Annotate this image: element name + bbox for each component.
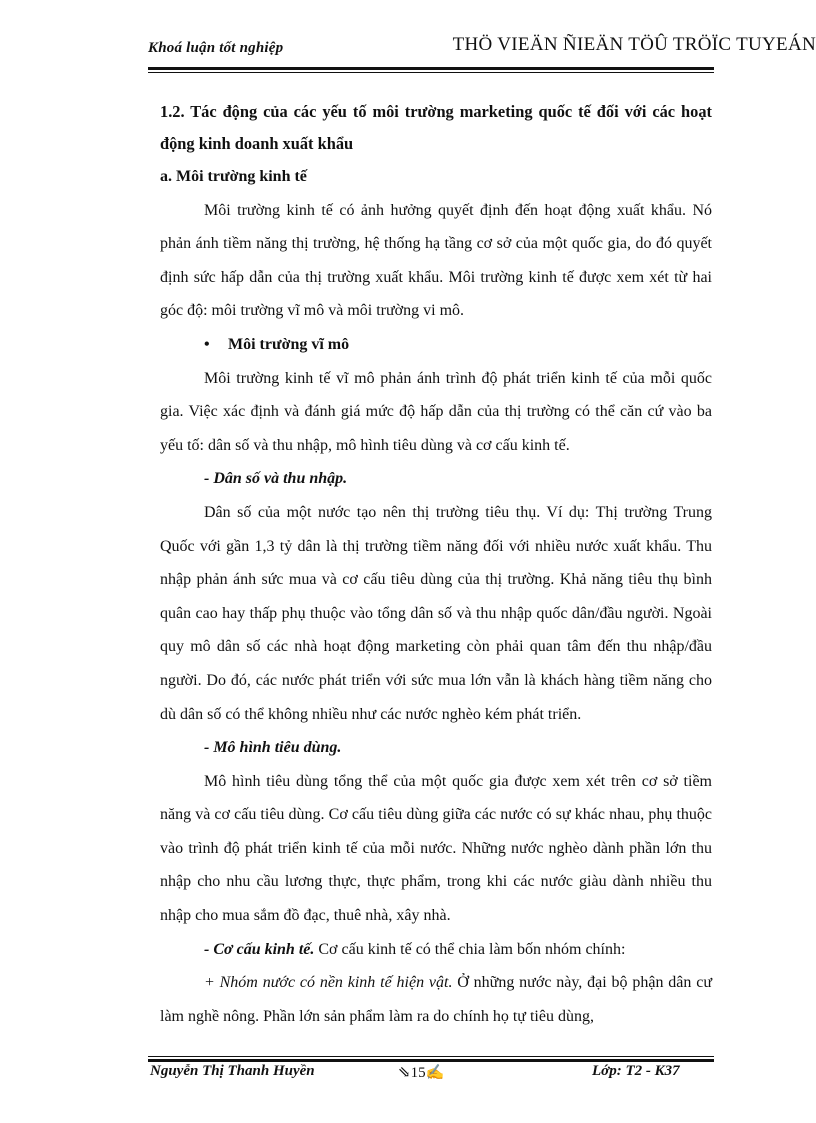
- paragraph: Môi trường kinh tế có ảnh hưởng quyết định đến hoạt động xuất khẩu. Nó phản ánh tiềm năng thị trường, hệ thống hạ tầng cơ sở của một quốc gia, do đó quyết định sức hấp dẫn của thị trường xuất khẩu. Môi trường kinh tế được xem xét từ hai góc độ: môi trường vĩ mô và môi trường vi mô.: [160, 201, 712, 320]
- subsection-heading: a. Môi trường kinh tế: [160, 168, 307, 185]
- list-item-text: Ở những nước này, đại bộ phận dân cư làm nghề nông. Phần lớn sản phẩm làm ra do chính họ tự tiêu dùng,: [160, 974, 713, 1025]
- page-right-ornament-icon: ✍: [425, 1065, 445, 1081]
- header-library-name: THÖ VIEÄN ÑIEÄN TÖÛ TRÖÏC TUYEÁN: [452, 34, 816, 55]
- bullet-heading: [160, 328, 712, 362]
- list-item-title: + Nhóm nước có nền kinh tế hiện vật.: [204, 974, 453, 992]
- topic-heading-inline: - Cơ cấu kinh tế.: [204, 940, 315, 958]
- topic-heading: - Dân số và thu nhập.: [204, 470, 348, 488]
- page-number-text: 15: [410, 1065, 426, 1081]
- paragraph: Môi trường kinh tế vĩ mô phản ánh trình độ phát triển kinh tế của mỗi quốc gia. Việc xác định và đánh giá mức độ hấp dẫn của thị trường có thể căn cứ vào ba yếu tố: dân số và thu nhập, mô hình tiêu dùng và cơ cấu kinh tế.: [160, 369, 712, 454]
- footer-author: Nguyễn Thị Thanh Huyền: [150, 1063, 315, 1079]
- header-rule-thin: [148, 72, 714, 73]
- paragraph: [160, 933, 712, 967]
- bullet-icon: •: [204, 335, 210, 353]
- paragraph: Dân số của một nước tạo nên thị trường tiêu thụ. Ví dụ: Thị trường Trung Quốc với gần 1,3 tỷ dân là thị trường tiềm năng đối với nhiều nước xuất khẩu. Thu nhập phản ánh sức mua và cơ cấu tiêu dùng của thị trường. Khả năng tiêu thụ bình quân cao hay thấp phụ thuộc vào tổng dân số và thu nhập quốc dân/đầu người. Ngoài quy mô dân số các nhà hoạt động marketing còn phải quan tâm đến thu nhập/đầu người. Do đó, các nước phát triển với sức mua lớn vẫn là khách hàng tiềm năng cho dù dân số có thể không nhiều như các nước nghèo kém phát triển.: [160, 503, 712, 723]
- inline-text: Cơ cấu kinh tế có thể chia làm bốn nhóm chính:: [314, 940, 626, 958]
- section-heading: 1.2. Tác động của các yếu tố môi trường marketing quốc tế đối với các hoạt động kinh doanh xuất khẩu: [160, 102, 712, 153]
- paragraph: Mô hình tiêu dùng tổng thể của một quốc gia được xem xét trên cơ sở tiềm năng và cơ cấu tiêu dùng. Cơ cấu tiêu dùng giữa các nước có sự khác nhau, phụ thuộc vào trình độ phát triển kinh tế của mỗi nước. Những nước nghèo dành phần lớn thu nhập cho nhu cầu lương thực, thực phẩm, trong khi các nước giàu dành nhiều thu nhập cho mua sắm đồ đạc, thuê nhà, xây nhà.: [160, 772, 712, 925]
- topic-heading: - Mô hình tiêu dùng.: [204, 739, 342, 757]
- footer-class: Lớp: T2 - K37: [592, 1063, 680, 1079]
- footer-rule-thick: [148, 1059, 714, 1062]
- paragraph: [160, 966, 712, 1033]
- bullet-heading-text: Môi trường vĩ mô: [228, 335, 350, 353]
- header-title: Khoá luận tốt nghiệp: [148, 40, 284, 56]
- header-rule-thick: [148, 67, 714, 70]
- footer-rule-thin: [148, 1056, 714, 1057]
- page-left-ornament-icon: ⇘: [398, 1065, 411, 1081]
- document-body: [160, 96, 712, 1033]
- page-number: [398, 1063, 444, 1082]
